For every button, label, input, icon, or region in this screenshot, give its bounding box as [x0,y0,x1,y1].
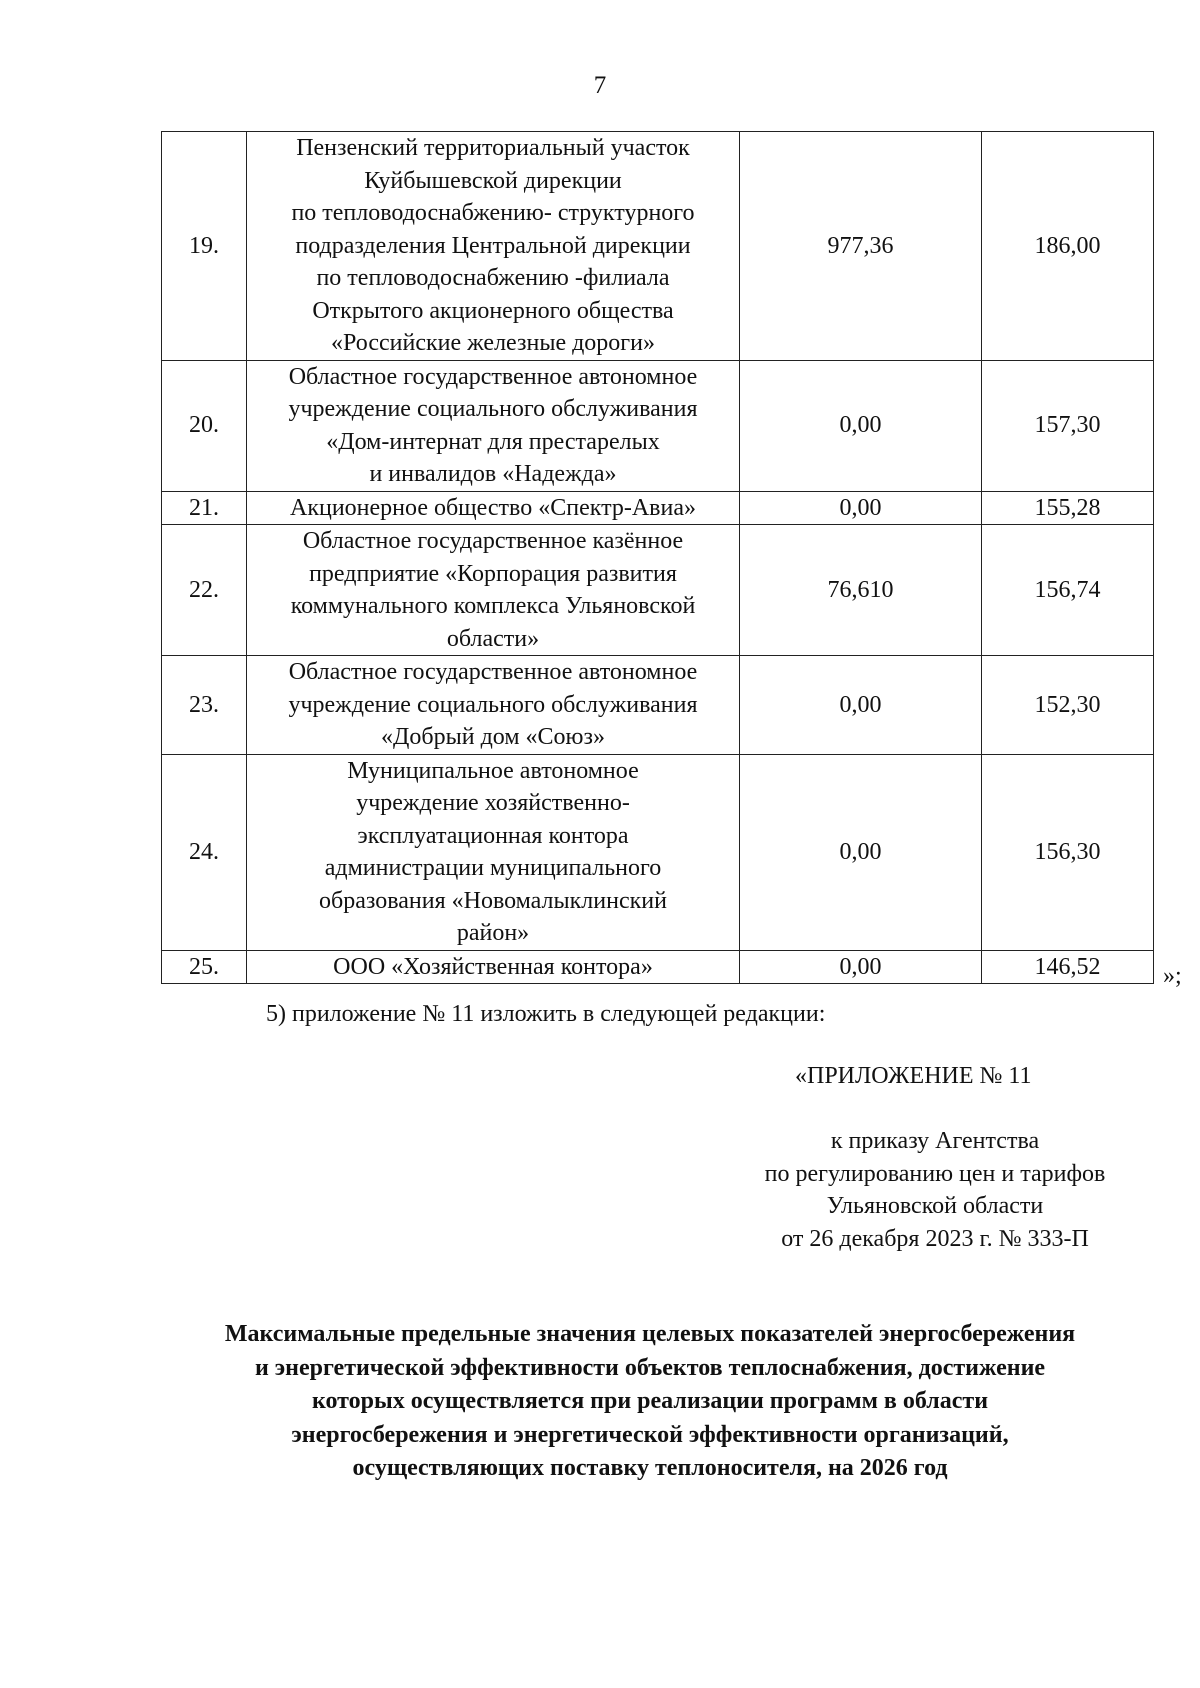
organization-name-line: район» [456,920,530,946]
organization-name-line: области» [446,625,540,652]
document-title-line: Максимальные предельные значения целевых показателей энергосбережения [224,1321,1076,1347]
organization-name-line: учреждение хозяйственно- [356,790,630,816]
appendix-reference-line: по регулированию цен и тарифов [764,1160,1106,1187]
value-2-cell: 156,30 [982,754,1154,950]
value-1-cell: 0,00 [740,950,982,984]
row-number: 19. [162,132,247,361]
organization-name-line: Акционерное общество «Спектр-Авиа» [290,494,696,521]
organization-name-line: по тепловодоснабжению- структурного [291,200,695,226]
table-row [162,360,1154,491]
organization-name-line: Куйбышевской дирекции [364,167,622,194]
organization-name-line: администрации муниципального [324,855,662,881]
row-number: 23. [162,656,247,755]
organization-name-line: Пензенский территориальный участок [296,135,690,161]
organization-name-line: ООО «Хозяйственная контора» [333,953,653,980]
value-2-cell: 156,74 [982,525,1154,656]
value-1-cell: 0,00 [740,754,982,950]
value-2-cell: 155,28 [982,491,1154,525]
organization-name-line: «Добрый дом «Союз» [381,724,605,750]
table-row [162,754,1154,950]
table-row [162,525,1154,656]
value-1-cell: 0,00 [740,656,982,755]
organization-name-line: эксплуатационная контора [357,822,629,849]
value-1-cell: 0,00 [740,360,982,491]
organization-name-line: учреждение социального обслуживания [288,396,698,422]
table-row [162,950,1154,984]
organization-name-line: «Российские железные дороги» [331,330,655,356]
tariff-table-body [162,132,1154,984]
value-1-cell: 76,610 [740,525,982,656]
organization-name [247,491,740,525]
organization-name-line: Открытого акционерного общества [312,297,674,324]
value-2-cell: 146,52 [982,950,1154,984]
value-2-cell: 186,00 [982,132,1154,361]
document-title-line: и энергетической эффективности объектов теплоснабжения, достижение [254,1354,1046,1381]
organization-name-line: предприятие «Корпорация развития [309,560,677,587]
organization-name [247,360,740,491]
organization-name [247,132,740,361]
table-row [162,491,1154,525]
organization-name-line: Областное государственное казённое [302,528,684,554]
organization-name-line: подразделения Центральной дирекции [295,232,691,259]
organization-name-line: и инвалидов «Надежда» [369,461,617,487]
organization-name-line: учреждение социального обслуживания [288,691,698,718]
appendix-reference-line: от 26 декабря 2023 г. № 333-П [781,1225,1089,1252]
table-row [162,656,1154,755]
page-number: 7 [593,72,607,99]
organization-name-line: «Дом-интернат для престарелых [326,428,660,455]
appendix-reference-line: Ульяновской области [826,1193,1044,1219]
row-number: 25. [162,950,247,984]
row-number: 22. [162,525,247,656]
row-number: 24. [162,754,247,950]
organization-name-line: по тепловодоснабжению -филиала [316,265,670,291]
value-1-cell: 977,36 [740,132,982,361]
organization-name [247,525,740,656]
tariff-table [161,131,1154,984]
organization-name [247,754,740,950]
row-number: 20. [162,360,247,491]
document-title-line: осуществляющих поставку теплоносителя, на 2026 год [352,1455,948,1481]
organization-name-line: коммунального комплекса Ульяновской [290,593,696,619]
value-2-cell: 152,30 [982,656,1154,755]
organization-name-line: Муниципальное автономное [347,757,639,784]
document-title-line: энергосбережения и энергетической эффективности организаций, [291,1421,1009,1448]
table-row [162,132,1154,361]
organization-name-line: образования «Новомалыклинский [319,887,667,914]
value-2-cell: 157,30 [982,360,1154,491]
table-closing-mark: »; [1163,963,1182,989]
appendix-reference-line: к приказу Агентства [830,1128,1040,1154]
value-1-cell: 0,00 [740,491,982,525]
organization-name-line: Областное государственное автономное [288,659,698,685]
organization-name-line: Областное государственное автономное [288,363,698,390]
organization-name [247,950,740,984]
appendix-reference [715,1125,1155,1255]
document-title-line: которых осуществляется при реализации программ в области [311,1388,989,1414]
document-title [120,1318,1180,1486]
appendix-title: «ПРИЛОЖЕНИЕ № 11 [795,1063,1032,1089]
amendment-item: 5) приложение № 11 изложить в следующей редакции: [266,1001,826,1027]
organization-name [247,656,740,755]
row-number: 21. [162,491,247,525]
